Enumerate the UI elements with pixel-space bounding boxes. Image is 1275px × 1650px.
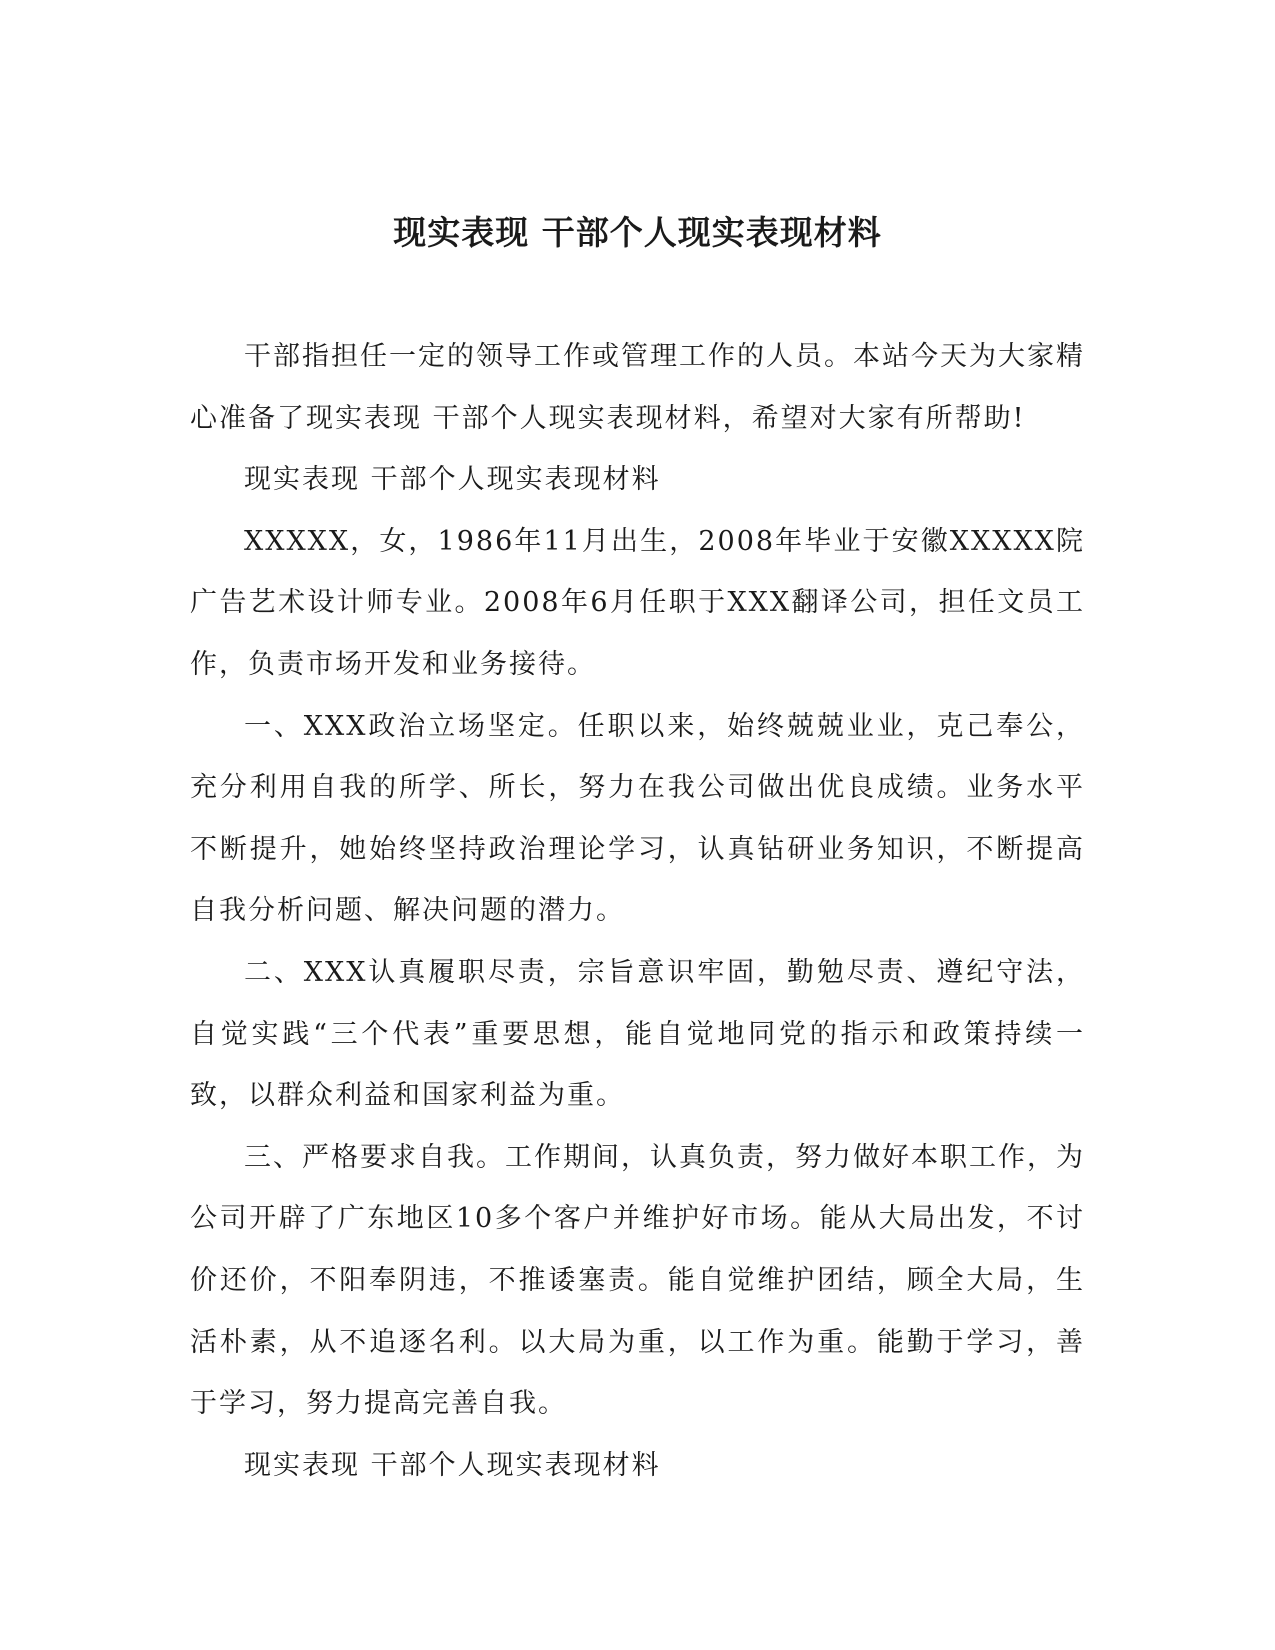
paragraph-subtitle-repeat: 现实表现 干部个人现实表现材料: [244, 1449, 661, 1481]
paragraph-point-one: 一、XXX政治立场坚定。任职以来，始终兢兢业业，克己奉公，充分利用自我的所学、所长，努力在我公司做出优良成绩。业务水平不断提升，她始终坚持政治理论学习，认真钻研业务知识，不断提高自我分析问题、解决问题的潜力。: [190, 710, 1085, 927]
paragraph-subtitle: 现实表现 干部个人现实表现材料: [244, 464, 661, 496]
paragraph-intro: 干部指担任一定的领导工作或管理工作的人员。本站今天为大家精心准备了现实表现 干部个人现实表现材料，希望对大家有所帮助!: [190, 341, 1085, 434]
document-title: 现实表现 干部个人现实表现材料: [393, 213, 882, 252]
document-body: [190, 326, 1085, 1496]
paragraph-profile: XXXXX，女，1986年11月出生，2008年毕业于安徽XXXXX院广告艺术设计师专业。2008年6月任职于XXX翻译公司，担任文员工作，负责市场开发和业务接待。: [190, 525, 1085, 680]
paragraph-point-two: 二、XXX认真履职尽责，宗旨意识牢固，勤勉尽责、遵纪守法，自觉实践“三个代表”重要思想，能自觉地同党的指示和政策持续一致，以群众利益和国家利益为重。: [190, 956, 1085, 1112]
paragraph-point-three: 三、严格要求自我。工作期间，认真负责，努力做好本职工作，为公司开辟了广东地区10多个客户并维护好市场。能从大局出发，不讨价还价，不阳奉阴违，不推诿塞责。能自觉维护团结，顾全大局，生活朴素，从不追逐名利。以大局为重，以工作为重。能勤于学习，善于学习，努力提高完善自我。: [190, 1141, 1085, 1420]
